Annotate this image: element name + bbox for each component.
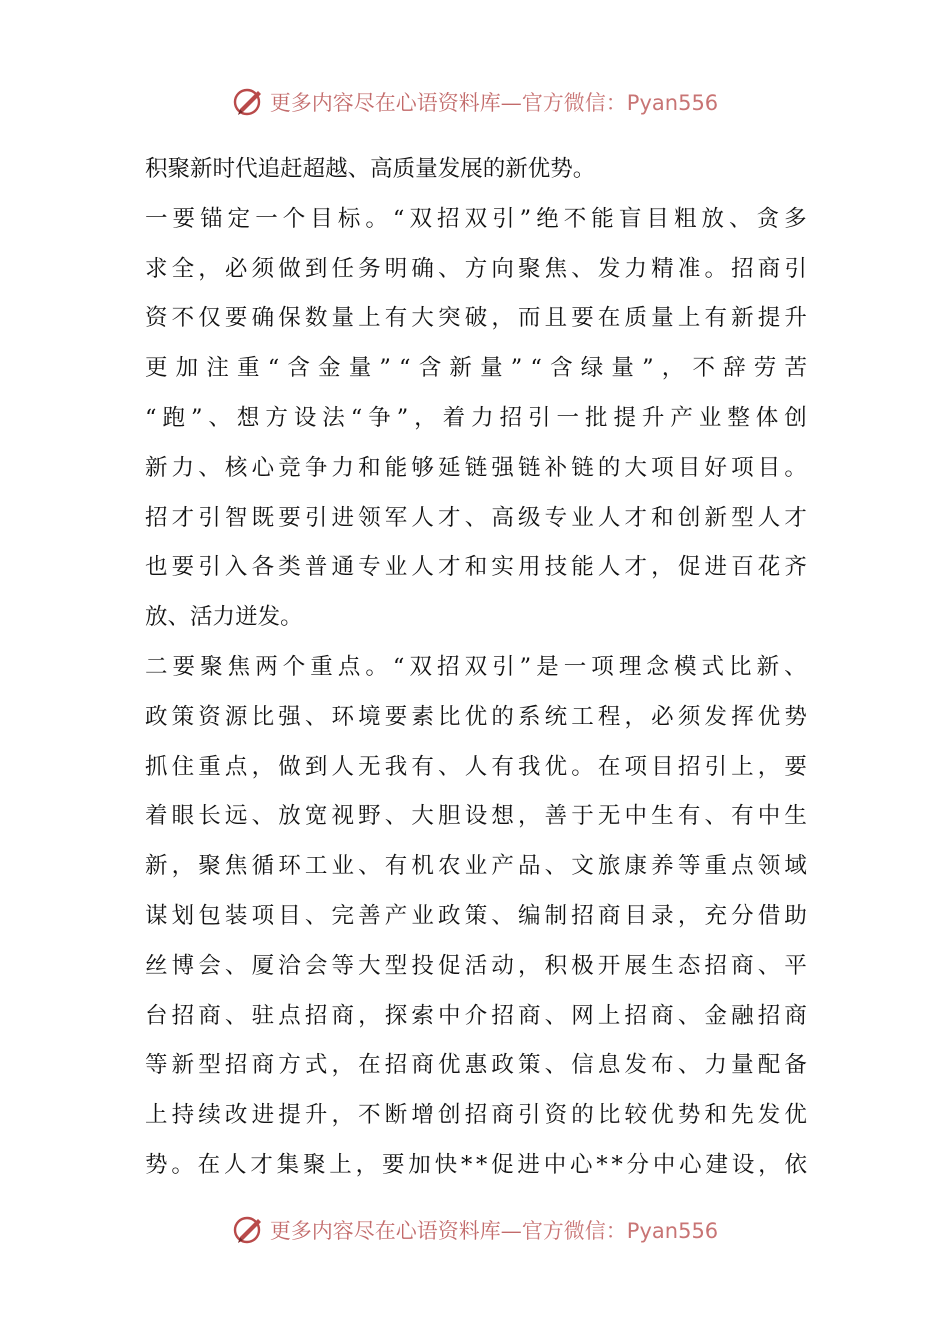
footer-banner-text xyxy=(270,1215,718,1245)
text-line: 更 加 注 重 “ 含 金 量 ” “ 含 新 量 ” “ 含 绿 量 ” ， 不 辞 劳 苦 xyxy=(145,355,807,382)
text-line: 求 全 ， 必 须 做 到 任 务 明 确 、 方 向 聚 焦 、 发 力 精 准 。 招 商 引 xyxy=(145,255,807,282)
header-watermark-banner xyxy=(0,82,950,122)
document-body xyxy=(145,145,807,1191)
text-line: 也 要 引 入 各 类 普 通 专 业 人 才 和 实 用 技 能 人 才 ， 促 进 百 花 齐 xyxy=(145,554,807,581)
text-line: 丝 博 会 、 厦 洽 会 等 大 型 投 促 活 动 ， 积 极 开 展 生 态 招 商 、 平 xyxy=(145,952,807,979)
text-line: 台 招 商 、 驻 点 招 商 ， 探 索 中 介 招 商 、 网 上 招 商 、 金 融 招 商 xyxy=(145,1002,807,1029)
footer-watermark-banner xyxy=(0,1210,950,1250)
text-line: 资 不 仅 要 确 保 数 量 上 有 大 突 破 ， 而 且 要 在 质 量 上 有 新 提 升 xyxy=(145,305,807,332)
footer-banner-title: 更多内容尽在心语资料库— xyxy=(269,1219,522,1243)
text-line: 一 要 锚 定 一 个 目 标 。 “ 双 招 双 引 ” 绝 不 能 盲 目 粗 放 、 贪 多 xyxy=(145,205,807,232)
text-line: 上 持 续 改 进 提 升 ， 不 断 增 创 招 商 引 资 的 比 较 优 势 和 先 发 优 xyxy=(145,1102,807,1129)
text-line: 着 眼 长 远 、 放 宽 视 野 、 大 胆 设 想 ， 善 于 无 中 生 有 、 有 中 生 xyxy=(145,803,807,830)
pen-logo-icon xyxy=(232,1213,266,1247)
text-line: 势 。 在 人 才 集 聚 上 ， 要 加 快 * * 促 进 中 心 * * 分 中 心 建 设 ， 依 xyxy=(145,1151,807,1178)
text-line: 放 、 活 力 迸 发 。 xyxy=(145,604,303,631)
text-line: 政 策 资 源 比 强 、 环 境 要 素 比 优 的 系 统 工 程 ， 必 须 发 挥 优 势 xyxy=(145,703,807,730)
text-line: 积 聚 新 时 代 追 赶 超 越 、 高 质 量 发 展 的 新 优 势 。 xyxy=(145,156,596,182)
text-line: 招 才 引 智 既 要 引 进 领 军 人 才 、 高 级 专 业 人 才 和 创 新 型 人 才 xyxy=(145,504,807,531)
pen-logo-icon xyxy=(232,85,266,119)
text-line: 新 ， 聚 焦 循 环 工 业 、 有 机 农 业 产 品 、 文 旅 康 养 等 重 点 领 域 xyxy=(145,853,807,880)
text-line: 谋 划 包 装 项 目 、 完 善 产 业 政 策 、 编 制 招 商 目 录 ， 充 分 借 助 xyxy=(145,902,807,929)
text-line: 二 要 聚 焦 两 个 重 点 。 “ 双 招 双 引 ” 是 一 项 理 念 模 式 比 新 、 xyxy=(145,653,807,680)
header-banner-text xyxy=(270,87,718,117)
header-banner-title: 更多内容尽在心语资料库— xyxy=(269,91,522,115)
text-line: 新 力 、 核 心 竞 争 力 和 能 够 延 链 强 链 补 链 的 大 项 目 好 项 目 。 xyxy=(145,454,807,481)
header-banner-contact: 官方微信：Pyan556 xyxy=(521,91,719,115)
text-line: “ 跑 ” 、 想 方 设 法 “ 争 ” ， 着 力 招 引 一 批 提 升 产 业 整 体 创 xyxy=(145,404,807,431)
text-line: 等 新 型 招 商 方 式 ， 在 招 商 优 惠 政 策 、 信 息 发 布 、 力 量 配 备 xyxy=(145,1052,807,1079)
footer-banner-contact: 官方微信：Pyan556 xyxy=(521,1219,719,1243)
text-line: 抓 住 重 点 ， 做 到 人 无 我 有 、 人 有 我 优 。 在 项 目 招 引 上 ， 要 xyxy=(145,753,807,780)
